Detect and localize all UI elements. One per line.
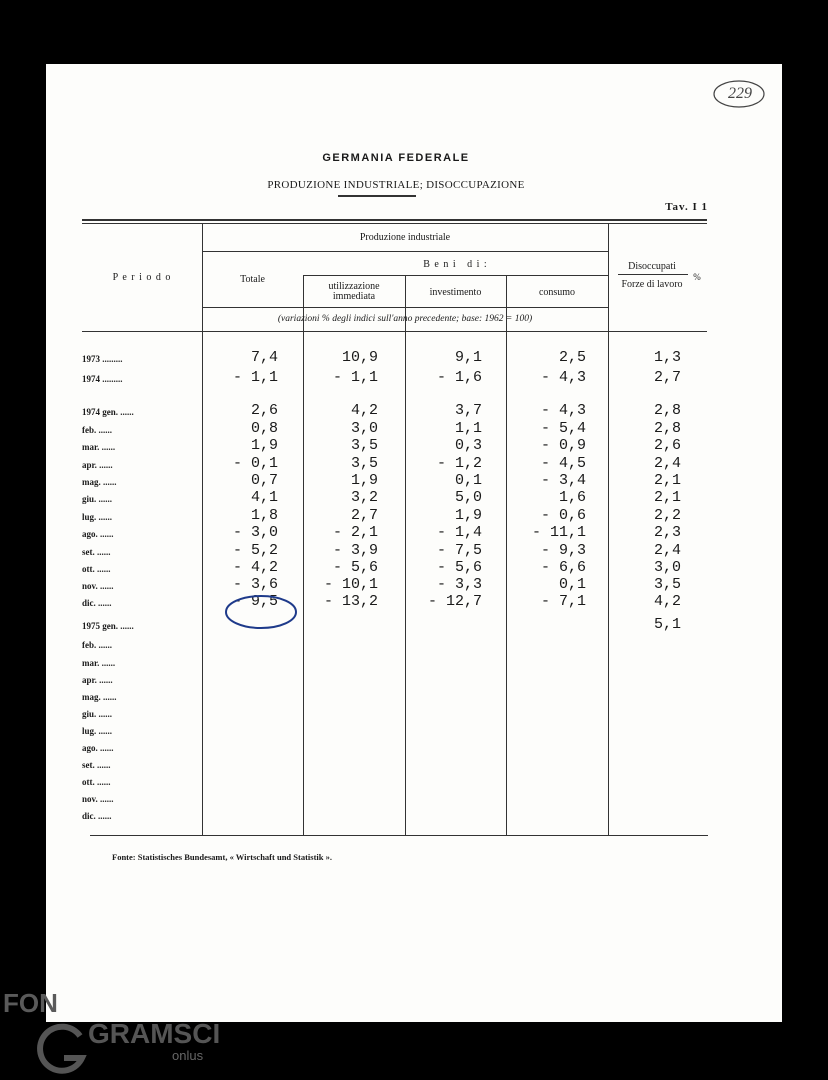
document-page xyxy=(46,64,782,1022)
row-period: 1975 gen. ...... xyxy=(82,621,134,631)
cell-totale: 7,4 xyxy=(250,349,278,366)
cell-totale: 0,7 xyxy=(250,472,278,489)
cell-consumo: 0,1 xyxy=(558,576,586,593)
header-consumo: consumo xyxy=(538,287,576,298)
page-title: GERMANIA FEDERALE xyxy=(322,152,470,164)
header-percent: % xyxy=(693,272,701,282)
cell-totale: - 5,2 xyxy=(232,542,278,559)
cell-invest: - 1,2 xyxy=(436,455,482,472)
cell-disocc: 2,1 xyxy=(653,472,681,489)
cell-util: 3,0 xyxy=(350,420,378,437)
row-period: dic. ...... xyxy=(82,811,112,821)
cell-util: - 13,2 xyxy=(323,593,378,610)
cell-totale: - 3,6 xyxy=(232,576,278,593)
header-utilizzazione-1: utilizzazione xyxy=(328,281,380,292)
cell-invest: 1,1 xyxy=(454,420,482,437)
cell-consumo: - 11,1 xyxy=(531,524,586,541)
cell-disocc: 2,8 xyxy=(653,402,681,419)
cell-disocc: 1,3 xyxy=(653,349,681,366)
watermark-g-icon xyxy=(32,1022,90,1078)
cell-util: 3,5 xyxy=(350,455,378,472)
cell-disocc: 5,1 xyxy=(653,616,681,633)
cell-disocc: 3,5 xyxy=(653,576,681,593)
row-period: nov. ...... xyxy=(82,581,114,591)
header-note: (variazioni % degli indici sull'anno precedente; base: 1962 = 100) xyxy=(277,314,533,324)
row-period: 1974 gen. ...... xyxy=(82,407,134,417)
watermark-line2: GRAMSCI xyxy=(88,1018,221,1049)
cell-util: - 1,1 xyxy=(332,369,378,386)
cell-invest: 0,1 xyxy=(454,472,482,489)
cell-disocc: 2,6 xyxy=(653,437,681,454)
cell-invest: - 3,3 xyxy=(436,576,482,593)
rule-beni xyxy=(303,275,608,276)
cell-consumo: - 4,3 xyxy=(540,369,586,386)
header-totale: Totale xyxy=(240,274,265,285)
cell-invest: 5,0 xyxy=(454,489,482,506)
row-period: dic. ...... xyxy=(82,598,112,608)
row-period: giu. ...... xyxy=(82,709,113,719)
cell-totale: 0,8 xyxy=(250,420,278,437)
cell-invest: - 7,5 xyxy=(436,542,482,559)
cell-invest: - 1,4 xyxy=(436,524,482,541)
rule-produzione xyxy=(202,251,608,252)
cell-consumo: - 4,5 xyxy=(540,455,586,472)
page-number: 229 xyxy=(728,85,752,102)
cell-invest: - 5,6 xyxy=(436,559,482,576)
cell-totale: - 9,5 xyxy=(232,593,278,610)
cell-totale: - 0,1 xyxy=(232,455,278,472)
rule-header-bottom xyxy=(82,331,707,332)
cell-totale: 1,8 xyxy=(250,507,278,524)
cell-totale: - 3,0 xyxy=(232,524,278,541)
page-subtitle: PRODUZIONE INDUSTRIALE; DISOCCUPAZIONE xyxy=(267,179,525,191)
table-top-rule-thin xyxy=(82,223,707,224)
cell-disocc: 4,2 xyxy=(653,593,681,610)
cell-disocc: 2,3 xyxy=(653,524,681,541)
row-period: nov. ...... xyxy=(82,794,114,804)
cell-util: 4,2 xyxy=(350,402,378,419)
row-period: set. ...... xyxy=(82,547,111,557)
cell-totale: 1,9 xyxy=(250,437,278,454)
row-period: ago. ...... xyxy=(82,743,114,753)
watermark-line1: FON xyxy=(3,988,58,1018)
cell-disocc: 2,4 xyxy=(653,455,681,472)
cell-totale: - 1,1 xyxy=(232,369,278,386)
row-period: giu. ...... xyxy=(82,494,113,504)
header-investimento: investimento xyxy=(429,287,482,298)
cell-totale: 2,6 xyxy=(250,402,278,419)
row-period: mag. ...... xyxy=(82,692,117,702)
cell-util: 2,7 xyxy=(350,507,378,524)
table-top-rule xyxy=(82,219,707,221)
row-period: feb. ...... xyxy=(82,640,112,650)
cell-util: - 10,1 xyxy=(323,576,378,593)
cell-disocc: 2,7 xyxy=(653,369,681,386)
cell-totale: 4,1 xyxy=(250,489,278,506)
row-period: ago. ...... xyxy=(82,529,114,539)
header-disoccupati: Disoccupati xyxy=(628,261,676,272)
row-period: ott. ...... xyxy=(82,564,111,574)
cell-consumo: - 6,6 xyxy=(540,559,586,576)
cell-util: 10,9 xyxy=(341,349,378,366)
cell-consumo: - 0,9 xyxy=(540,437,586,454)
row-period: mag. ...... xyxy=(82,477,117,487)
cell-invest: 3,7 xyxy=(454,402,482,419)
watermark-line3: onlus xyxy=(172,1048,204,1063)
cell-totale: - 4,2 xyxy=(232,559,278,576)
fraction-bar xyxy=(618,274,688,275)
header-beni-di: B e n i d i : xyxy=(423,259,488,270)
subtitle-underline xyxy=(338,195,416,197)
table-id: Tav. I 1 xyxy=(665,201,708,213)
header-produzione: Produzione industriale xyxy=(359,232,451,243)
table-bottom-rule xyxy=(90,835,708,836)
row-period: apr. ...... xyxy=(82,460,113,470)
row-period: lug. ...... xyxy=(82,512,113,522)
cell-consumo: - 5,4 xyxy=(540,420,586,437)
row-period: ott. ...... xyxy=(82,777,111,787)
cell-util: 3,5 xyxy=(350,437,378,454)
row-period: set. ...... xyxy=(82,760,111,770)
cell-invest: 1,9 xyxy=(454,507,482,524)
cell-consumo: - 9,3 xyxy=(540,542,586,559)
cell-consumo: - 3,4 xyxy=(540,472,586,489)
cell-invest: 9,1 xyxy=(454,349,482,366)
cell-consumo: - 4,3 xyxy=(540,402,586,419)
hand-drawn-circle xyxy=(222,592,300,632)
row-period: mar. ...... xyxy=(82,442,116,452)
header-periodo: P e r i o d o xyxy=(112,272,172,283)
cell-util: - 3,9 xyxy=(332,542,378,559)
cell-util: - 5,6 xyxy=(332,559,378,576)
cell-disocc: 3,0 xyxy=(653,559,681,576)
row-period: feb. ...... xyxy=(82,425,112,435)
row-period: 1974 ......... xyxy=(82,374,123,384)
cell-invest: 0,3 xyxy=(454,437,482,454)
cell-util: 1,9 xyxy=(350,472,378,489)
cell-disocc: 2,2 xyxy=(653,507,681,524)
cell-consumo: - 0,6 xyxy=(540,507,586,524)
cell-consumo: - 7,1 xyxy=(540,593,586,610)
cell-disocc: 2,1 xyxy=(653,489,681,506)
header-utilizzazione-2: immediata xyxy=(332,291,376,302)
row-period: 1973 ......... xyxy=(82,354,123,364)
row-period: mar. ...... xyxy=(82,658,116,668)
cell-util: 3,2 xyxy=(350,489,378,506)
row-period: apr. ...... xyxy=(82,675,113,685)
cell-invest: - 1,6 xyxy=(436,369,482,386)
cell-consumo: 2,5 xyxy=(558,349,586,366)
cell-util: - 2,1 xyxy=(332,524,378,541)
source-footnote: Fonte: Statistisches Bundesamt, « Wirtschaft und Statistik ». xyxy=(112,852,332,862)
row-period: lug. ...... xyxy=(82,726,113,736)
cell-disocc: 2,4 xyxy=(653,542,681,559)
cell-disocc: 2,8 xyxy=(653,420,681,437)
header-forze-lavoro: Forze di lavoro xyxy=(621,279,683,290)
cell-invest: - 12,7 xyxy=(427,593,482,610)
cell-consumo: 1,6 xyxy=(558,489,586,506)
